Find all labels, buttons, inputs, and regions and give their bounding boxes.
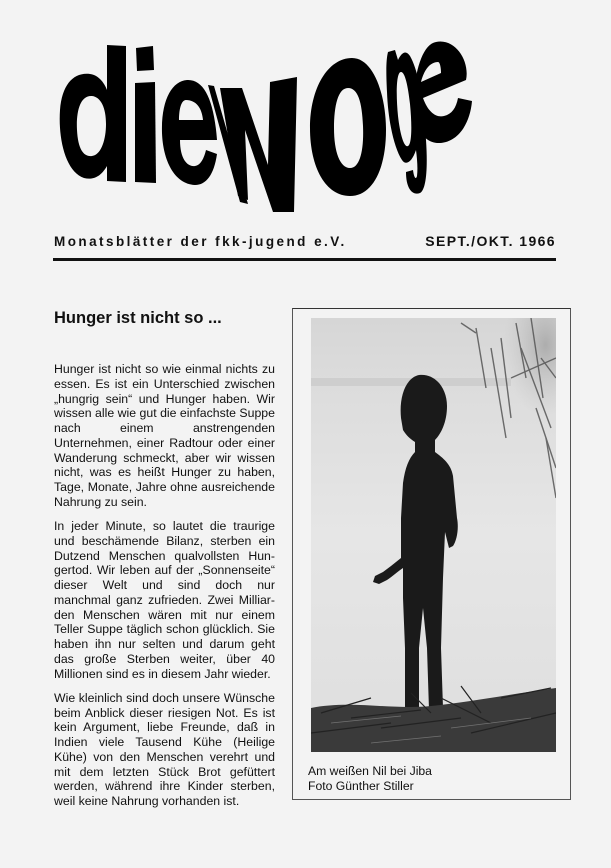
logo-letter-e — [162, 80, 217, 185]
logo-letter-o — [310, 58, 386, 196]
logo-letter-i-dot — [136, 46, 154, 71]
logo-letter-e2 — [414, 42, 472, 143]
logo-letter-i — [135, 82, 156, 183]
caption-location: Am weißen Nil bei Jiba — [308, 764, 432, 778]
article-title: Hunger ist nicht so ... — [54, 309, 222, 327]
masthead-subtitle-row — [54, 233, 556, 249]
article-paragraph: Hunger ist nicht so wie einmal nichts zu essen. Es ist ein Unterschied zwischen „hungrig sein“ und Hunger haben. Wir wissen alle wie gut die einfachste Suppe nach einem anstrengenden Unternehmen, einer Radtour oder einer Wanderung schmeckt, aber wir wissen nicht, was es heißt Hunger zu haben, Tage, Monate, Jahre ohne ausreichende Nahrung zu sein. — [54, 362, 275, 509]
article-paragraph: In jeder Minute, so lautet die traurige und beschämende Bilanz, sterben ein Dutzend Menschen qualvollsten Hungertod. Wir leben auf der „Sonnenseite“ dieser Welt und sind doch nur manchmal ganz zufrieden. Zwei Milliarden Menschen wären mit nur einem Teller Suppe täglich schon glücklich. Sie haben ihn nur selten und darum geht das große Sterben weiter, über 40 Millionen sind es in diesem Jahr wieder. — [54, 519, 275, 681]
photo-caption — [308, 764, 432, 793]
logo-letter-d — [60, 45, 126, 182]
caption-credit: Foto Günther Stiller — [308, 778, 414, 793]
photo-frame — [292, 308, 571, 800]
article-paragraph: Wie kleinlich sind doch unsere Wünsche beim Anblick dieser riesigen Not. Es ist kein Argument, liebe Freunde, daß in Indien viele Tausend Kühe (Heilige Kühe) von den Menschen verehrt und mit dem letzten Stück Brot gefüttert werden, während ihre Kinder sterben, weil keine Nahrung vorhanden ist. — [54, 690, 275, 808]
logo-letter-w — [220, 77, 297, 212]
publication-subtitle: Monatsblätter der fkk-jugend e.V. — [54, 233, 347, 249]
photo-child-silhouette — [311, 318, 556, 752]
masthead-logo — [0, 0, 611, 230]
masthead-rule — [53, 258, 556, 261]
article-body — [54, 362, 275, 818]
issue-date: SEPT./OKT. 1966 — [425, 233, 556, 249]
photo-haze — [451, 318, 556, 498]
